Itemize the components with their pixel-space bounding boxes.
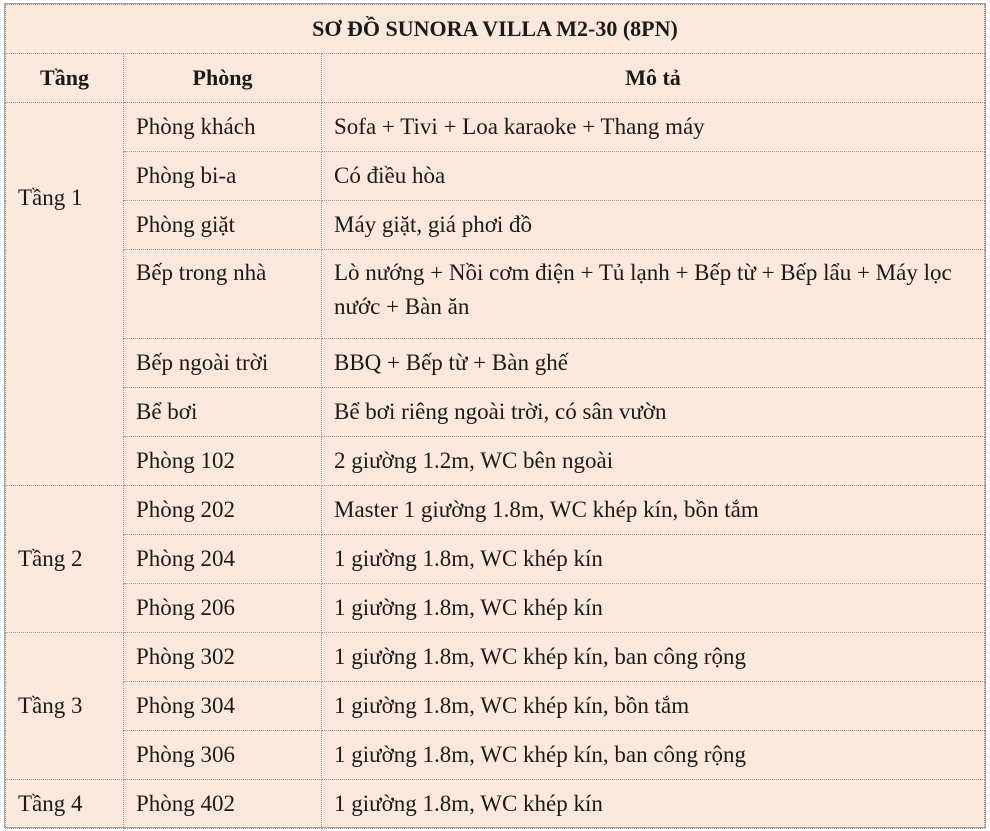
table-row xyxy=(6,731,985,780)
room-description: Có điều hòa xyxy=(322,152,985,201)
header-room: Phòng xyxy=(124,54,322,103)
table-row xyxy=(6,250,985,339)
table-row xyxy=(6,682,985,731)
room-description: Bể bơi riêng ngoài trời, có sân vườn xyxy=(322,388,985,437)
room-description: Lò nướng + Nồi cơm điện + Tủ lạnh + Bếp từ + Bếp lẩu + Máy lọc nước + Bàn ăn xyxy=(322,250,985,339)
table-row xyxy=(6,486,985,535)
villa-layout-table xyxy=(5,4,985,829)
floor-label-2: Tầng 2 xyxy=(6,486,124,633)
room-name: Phòng giặt xyxy=(124,201,322,250)
room-name: Phòng 302 xyxy=(124,633,322,682)
table-row xyxy=(6,201,985,250)
room-name: Bếp trong nhà xyxy=(124,250,322,339)
room-description: BBQ + Bếp từ + Bàn ghế xyxy=(322,339,985,388)
room-description: Sofa + Tivi + Loa karaoke + Thang máy xyxy=(322,103,985,152)
header-floor: Tầng xyxy=(6,54,124,103)
room-name: Phòng khách xyxy=(124,103,322,152)
table-row xyxy=(6,103,985,152)
room-name: Phòng 304 xyxy=(124,682,322,731)
room-name: Phòng 402 xyxy=(124,780,322,829)
header-row xyxy=(6,54,985,103)
room-name: Phòng 306 xyxy=(124,731,322,780)
header-description: Mô tả xyxy=(322,54,985,103)
room-name: Phòng 202 xyxy=(124,486,322,535)
room-description: 1 giường 1.8m, WC khép kín, ban công rộng xyxy=(322,633,985,682)
table-row xyxy=(6,584,985,633)
floor-label-4: Tầng 4 xyxy=(6,780,124,829)
table-row xyxy=(6,339,985,388)
room-name: Bể bơi xyxy=(124,388,322,437)
room-description: 1 giường 1.8m, WC khép kín xyxy=(322,535,985,584)
room-name: Phòng 204 xyxy=(124,535,322,584)
room-name: Phòng 206 xyxy=(124,584,322,633)
room-description: 1 giường 1.8m, WC khép kín, ban công rộng xyxy=(322,731,985,780)
table-row xyxy=(6,633,985,682)
room-name: Phòng bi-a xyxy=(124,152,322,201)
room-name: Bếp ngoài trời xyxy=(124,339,322,388)
room-description: Master 1 giường 1.8m, WC khép kín, bồn tắm xyxy=(322,486,985,535)
table-row xyxy=(6,780,985,829)
villa-layout-sheet xyxy=(4,3,986,828)
room-description: 1 giường 1.8m, WC khép kín xyxy=(322,584,985,633)
room-description: 1 giường 1.8m, WC khép kín, bồn tắm xyxy=(322,682,985,731)
room-description: Máy giặt, giá phơi đồ xyxy=(322,201,985,250)
floor-label-1: Tầng 1 xyxy=(6,103,124,486)
table-title: SƠ ĐỒ SUNORA VILLA M2-30 (8PN) xyxy=(6,5,985,54)
room-description: 2 giường 1.2m, WC bên ngoài xyxy=(322,437,985,486)
room-name: Phòng 102 xyxy=(124,437,322,486)
room-description: 1 giường 1.8m, WC khép kín xyxy=(322,780,985,829)
table-row xyxy=(6,152,985,201)
table-row xyxy=(6,437,985,486)
table-row xyxy=(6,535,985,584)
floor-label-3: Tầng 3 xyxy=(6,633,124,780)
title-row xyxy=(6,5,985,54)
table-row xyxy=(6,388,985,437)
